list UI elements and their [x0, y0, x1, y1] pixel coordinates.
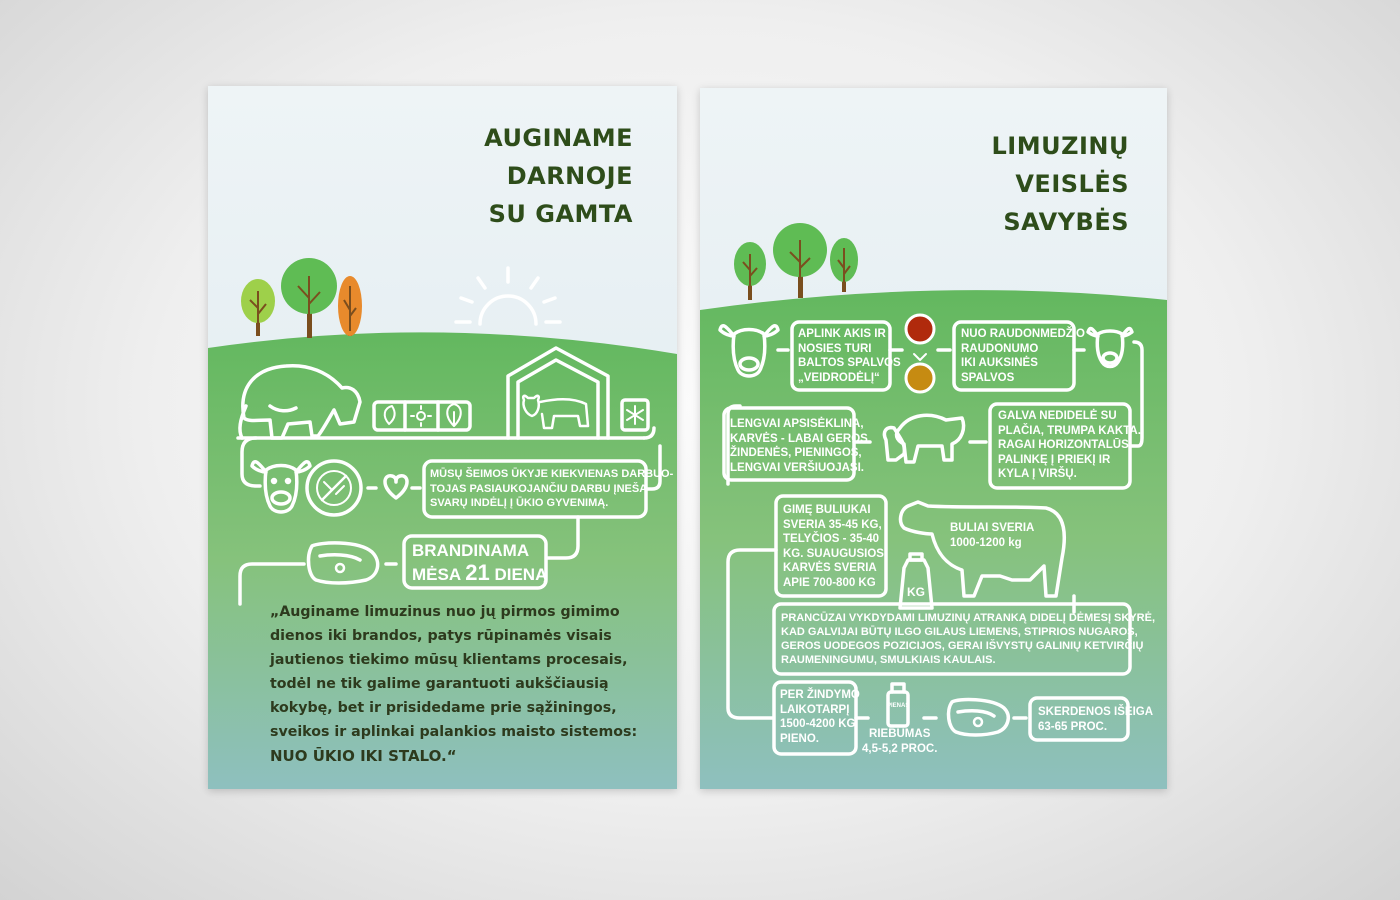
- right-card-title: [992, 127, 1130, 241]
- text-line: RIEBUMAS: [869, 728, 931, 740]
- title-line: VEISLĖS: [1015, 170, 1129, 198]
- aged-suffix: DIENĄ: [494, 565, 548, 584]
- milk-bottle-label: PIENAS: [887, 703, 910, 709]
- text-line: 63-65 PROC.: [1038, 720, 1108, 733]
- text-line: KG. SUAUGUSIOS: [783, 547, 884, 560]
- text-line: GALVA NEDIDELĖ SU: [998, 410, 1117, 422]
- text-line: KARVĖS SVERIA: [783, 562, 877, 574]
- calving-text: [730, 417, 868, 475]
- milk-text: [780, 688, 860, 746]
- text-line: PER ŽINDYMO: [780, 689, 860, 701]
- text-line: SPALVOS: [961, 371, 1015, 384]
- fat-text: [862, 727, 937, 756]
- aged-line-1: BRANDINAMA: [412, 541, 530, 560]
- aged-days: 21: [465, 560, 490, 585]
- text-line: RAUDONUMO: [961, 342, 1039, 355]
- head-text: [998, 409, 1141, 482]
- text-line: BALTOS SPALVOS: [798, 357, 901, 369]
- text-line: APIE 700-800 KG: [783, 576, 876, 589]
- title-line: LIMUZINŲ: [991, 132, 1129, 160]
- text-line: 1500-4200 KG: [780, 718, 856, 730]
- text-line: LENGVAI VERŠIUOJASI.: [730, 461, 864, 474]
- text-line: TELYČIOS - 35-40: [783, 533, 880, 545]
- aged-line-2: [412, 562, 547, 586]
- text-line: KAD GALVIJAI BŪTŲ ILGO GILAUS LIEMENS, STIPRIOS NUGAROS,: [781, 626, 1138, 638]
- aged-meat-text: [412, 540, 547, 586]
- text-line: SVERIA 35-45 KG,: [783, 518, 882, 531]
- text-line: RAGAI HORIZONTALŪS,: [998, 439, 1132, 451]
- weight-text: [783, 503, 884, 590]
- text-line: GEROS UODEGOS POZICIJOS, GERAI IŠVYSTŲ GALINIŲ KETVIRČIŲ: [781, 640, 1144, 652]
- left-card-title: [484, 119, 633, 233]
- kg-label: KG: [907, 585, 925, 599]
- text-line: LENGVAI APSISĖKLINA,: [730, 418, 864, 430]
- aged-prefix: MĖSA: [412, 565, 461, 584]
- text-line: KYLA Į VIRŠŲ.: [998, 468, 1077, 480]
- title-line: AUGINAME: [484, 124, 633, 152]
- title-line: SAVYBĖS: [1003, 208, 1129, 236]
- text-line: NOSIES TURI: [798, 342, 872, 355]
- text-line: PALINKĘ Į PRIEKĮ IR: [998, 453, 1111, 466]
- text-line: RAUMENINGUMU, SMULKIAIS KAULAIS.: [781, 654, 996, 666]
- text-line: LAIKOTARPĮ: [780, 703, 850, 716]
- selection-text: [781, 611, 1155, 667]
- title-line: SU GAMTA: [488, 200, 633, 228]
- quote-text: [270, 600, 655, 768]
- left-card: [208, 86, 677, 789]
- right-card: [700, 88, 1167, 789]
- carcass-text: [1038, 705, 1153, 734]
- tree-icon: [338, 276, 362, 336]
- text-line: PIENO.: [780, 732, 819, 745]
- mahogany-swatch: [906, 315, 934, 343]
- quote-end: NUO ŪKIO IKI STALO.“: [270, 747, 457, 765]
- text-line: 1000-1200 kg: [950, 536, 1022, 549]
- text-line: SVARŲ INDĖLĮ Į ŪKIO GYVENIMĄ.: [430, 497, 609, 509]
- quote-body: „Auginame limuzinus nuo jų pirmos gimimo dienos iki brandos, patys rūpinamės visais jautienos tiekimo mūsų klientams procesais, todėl ne tik galime garantuoti aukščiausią kokybę, bet ir prisidedame prie sąžiningos, sveikos ir aplinkai palankios maisto sistemos:: [270, 604, 638, 740]
- title-line: DARNOJE: [506, 162, 633, 190]
- text-line: „VEIDRODĖLĮ“: [798, 371, 880, 384]
- eyes-text: [798, 327, 901, 385]
- text-line: SKERDENOS IŠEIGA: [1038, 706, 1154, 718]
- text-line: NUO RAUDONMEDŽIO: [961, 328, 1085, 340]
- color-text: [961, 327, 1085, 385]
- text-line: GIMĘ BULIUKAI: [783, 504, 871, 516]
- text-line: PLAČIA, TRUMPA KAKTA.: [998, 424, 1141, 437]
- bull-weight-text: [950, 521, 1034, 550]
- text-line: PRANCŪZAI VYKDYDAMI LIMUZINŲ ATRANKĄ DIDELĮ DĖMESĮ SKYRĖ,: [781, 612, 1156, 624]
- text-line: APLINK AKIS IR: [798, 328, 886, 340]
- text-line: KARVĖS - LABAI GEROS: [730, 432, 868, 445]
- golden-swatch: [906, 364, 934, 392]
- text-line: 4,5-5,2 PROC.: [862, 742, 938, 755]
- text-line: IKI AUKSINĖS: [961, 357, 1038, 369]
- text-line: TOJAS PASIAUKOJANČIU DARBU ĮNEŠA: [430, 482, 648, 495]
- family-text: [430, 467, 673, 511]
- text-line: MŪSŲ ŠEIMOS ŪKYJE KIEKVIENAS DARBUO-: [430, 468, 674, 480]
- text-line: BULIAI SVERIA: [950, 522, 1035, 534]
- text-line: ŽINDENĖS, PIENINGOS,: [730, 447, 862, 459]
